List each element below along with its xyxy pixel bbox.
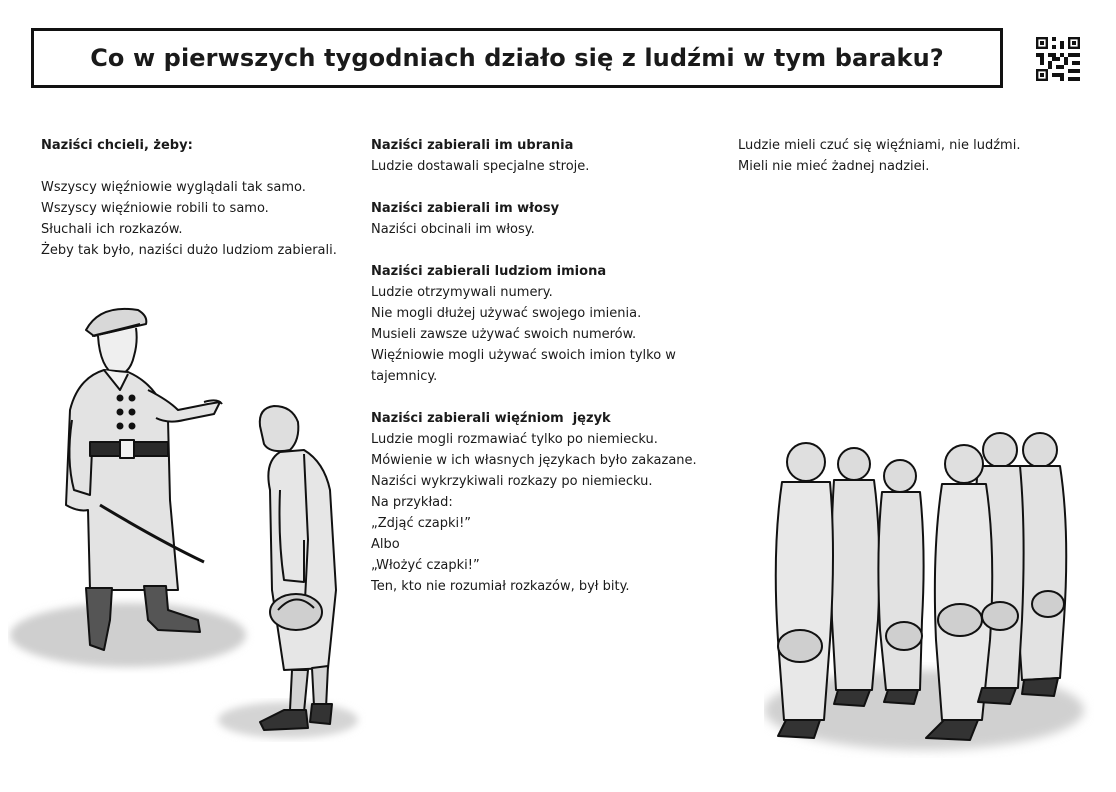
prisoners-group-illustration — [764, 420, 1094, 760]
section-line: Naziści obcinali im włosy. — [371, 222, 535, 237]
section-heading-names: Naziści zabierali ludziom imiona — [371, 264, 607, 279]
column-1-line: Wszyscy więźniowie wyglądali tak samo. — [41, 180, 306, 195]
section-line: Ludzie otrzymywali numery. — [371, 285, 553, 300]
section-line: Albo — [371, 537, 400, 552]
section-line: Więźniowie mogli używać swoich imion tylko w tajemnicy. — [371, 348, 676, 384]
section-line: „Włożyć czapki!” — [371, 558, 480, 573]
column-1-line: Słuchali ich rozkazów. — [41, 222, 183, 237]
column-1 — [41, 135, 361, 261]
section-line: Na przykład: — [371, 495, 453, 510]
section-line: Mówienie w ich własnych językach było zakazane. — [371, 453, 697, 468]
qr-code-icon — [1036, 37, 1080, 81]
page-title: Co w pierwszych tygodniach działo się z ludźmi w tym baraku? — [90, 44, 944, 72]
section-line: Ludzie dostawali specjalne stroje. — [371, 159, 590, 174]
column-3-line: Ludzie mieli czuć się więźniami, nie ludźmi. — [738, 138, 1021, 153]
title-box — [31, 28, 1003, 88]
section-line: Musieli zawsze używać swoich numerów. — [371, 327, 637, 342]
column-1-line: Żeby tak było, naziści dużo ludziom zabierali. — [41, 243, 337, 258]
section-line: Nie mogli dłużej używać swojego imienia. — [371, 306, 642, 321]
section-line: Ten, kto nie rozumiał rozkazów, był bity. — [371, 579, 630, 594]
column-3-line: Mieli nie mieć żadnej nadziei. — [738, 159, 930, 174]
section-heading-clothes: Naziści zabierali im ubrania — [371, 138, 574, 153]
section-line: „Zdjąć czapki!” — [371, 516, 472, 531]
column-2 — [371, 135, 731, 597]
column-1-line: Wszyscy więźniowie robili to samo. — [41, 201, 269, 216]
section-line: Ludzie mogli rozmawiać tylko po niemiecku. — [371, 432, 658, 447]
officer-and-prisoner-illustration — [8, 290, 368, 750]
section-heading-language: Naziści zabierali więźniom język — [371, 411, 611, 426]
column-1-heading: Naziści chcieli, żeby: — [41, 138, 193, 153]
section-line: Naziści wykrzykiwali rozkazy po niemiecku. — [371, 474, 653, 489]
column-3 — [738, 135, 1068, 177]
section-heading-hair: Naziści zabierali im włosy — [371, 201, 560, 216]
